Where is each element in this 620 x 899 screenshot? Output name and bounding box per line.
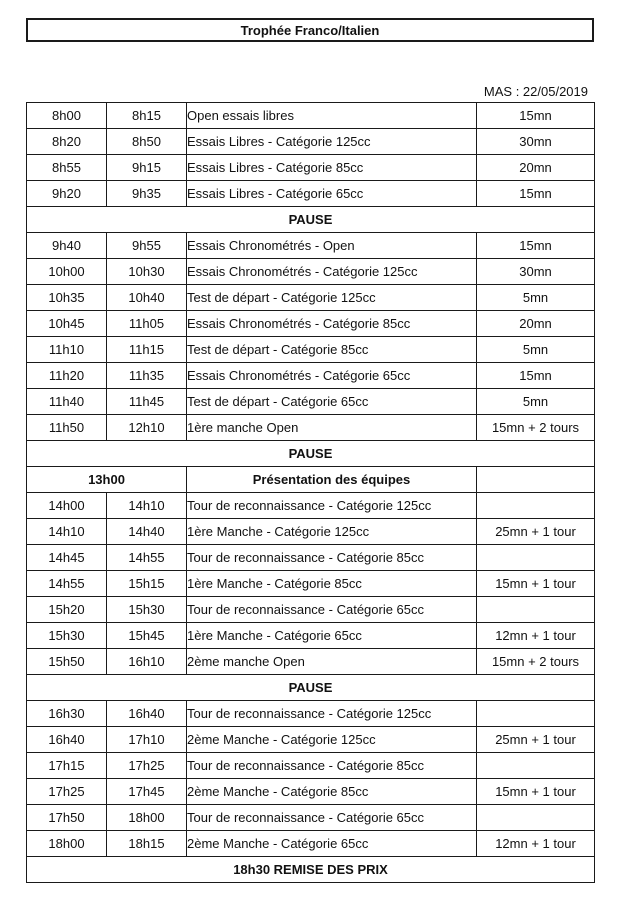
presentation-event-cell: Présentation des équipes xyxy=(187,467,477,493)
start-time-cell: 11h50 xyxy=(27,415,107,441)
duration-cell: 30mn xyxy=(477,259,595,285)
end-time-cell: 15h30 xyxy=(107,597,187,623)
end-time-cell: 10h40 xyxy=(107,285,187,311)
event-cell: Tour de reconnaissance - Catégorie 85cc xyxy=(187,753,477,779)
duration-cell: 5mn xyxy=(477,337,595,363)
event-cell: Test de départ - Catégorie 125cc xyxy=(187,285,477,311)
event-cell: Essais Libres - Catégorie 65cc xyxy=(187,181,477,207)
start-time-cell: 17h50 xyxy=(27,805,107,831)
schedule-row xyxy=(27,181,595,207)
start-time-cell: 8h20 xyxy=(27,129,107,155)
event-cell: Tour de reconnaissance - Catégorie 65cc xyxy=(187,597,477,623)
event-cell: Essais Chronométrés - Open xyxy=(187,233,477,259)
duration-cell: 25mn + 1 tour xyxy=(477,519,595,545)
event-cell: Tour de reconnaissance - Catégorie 65cc xyxy=(187,805,477,831)
start-time-cell: 14h00 xyxy=(27,493,107,519)
start-time-cell: 16h40 xyxy=(27,727,107,753)
start-time-cell: 15h30 xyxy=(27,623,107,649)
duration-cell xyxy=(477,597,595,623)
schedule-row xyxy=(27,415,595,441)
end-time-cell: 8h50 xyxy=(107,129,187,155)
schedule-row xyxy=(27,545,595,571)
duration-cell: 15mn xyxy=(477,233,595,259)
duration-cell: 12mn + 1 tour xyxy=(477,623,595,649)
section-row xyxy=(27,857,595,883)
duration-cell: 15mn xyxy=(477,363,595,389)
event-cell: Essais Chronométrés - Catégorie 125cc xyxy=(187,259,477,285)
end-time-cell: 11h35 xyxy=(107,363,187,389)
section-row xyxy=(27,441,595,467)
schedule-row xyxy=(27,285,595,311)
schedule-row xyxy=(27,259,595,285)
section-row xyxy=(27,675,595,701)
start-time-cell: 11h40 xyxy=(27,389,107,415)
document-title: Trophée Franco/Italien xyxy=(26,18,594,42)
schedule-row xyxy=(27,623,595,649)
start-time-cell: 11h10 xyxy=(27,337,107,363)
event-cell: Tour de reconnaissance - Catégorie 85cc xyxy=(187,545,477,571)
schedule-row xyxy=(27,337,595,363)
duration-cell: 15mn + 2 tours xyxy=(477,415,595,441)
start-time-cell: 17h25 xyxy=(27,779,107,805)
event-cell: 2ème manche Open xyxy=(187,649,477,675)
start-time-cell: 14h55 xyxy=(27,571,107,597)
schedule-row xyxy=(27,363,595,389)
start-time-cell: 14h10 xyxy=(27,519,107,545)
duration-cell xyxy=(477,753,595,779)
duration-cell: 15mn + 2 tours xyxy=(477,649,595,675)
start-time-cell: 10h35 xyxy=(27,285,107,311)
duration-cell xyxy=(477,701,595,727)
duration-cell: 20mn xyxy=(477,311,595,337)
end-time-cell: 12h10 xyxy=(107,415,187,441)
start-time-cell: 10h45 xyxy=(27,311,107,337)
schedule-row xyxy=(27,571,595,597)
event-cell: Test de départ - Catégorie 65cc xyxy=(187,389,477,415)
schedule-row xyxy=(27,753,595,779)
duration-cell xyxy=(477,805,595,831)
end-time-cell: 10h30 xyxy=(107,259,187,285)
duration-cell: 12mn + 1 tour xyxy=(477,831,595,857)
end-time-cell: 18h00 xyxy=(107,805,187,831)
duration-cell: 15mn + 1 tour xyxy=(477,571,595,597)
schedule-table xyxy=(26,102,595,883)
start-time-cell: 9h40 xyxy=(27,233,107,259)
schedule-row xyxy=(27,311,595,337)
end-time-cell: 16h10 xyxy=(107,649,187,675)
schedule-row xyxy=(27,129,595,155)
section-row xyxy=(27,207,595,233)
presentation-row xyxy=(27,467,595,493)
start-time-cell: 8h55 xyxy=(27,155,107,181)
section-label-cell: 18h30 REMISE DES PRIX xyxy=(27,857,595,883)
start-time-cell: 15h50 xyxy=(27,649,107,675)
duration-cell: 5mn xyxy=(477,285,595,311)
event-cell: Open essais libres xyxy=(187,103,477,129)
start-time-cell: 11h20 xyxy=(27,363,107,389)
start-time-cell: 10h00 xyxy=(27,259,107,285)
start-time-cell: 15h20 xyxy=(27,597,107,623)
mas-date: MAS : 22/05/2019 xyxy=(483,84,588,99)
end-time-cell: 16h40 xyxy=(107,701,187,727)
schedule-row xyxy=(27,493,595,519)
event-cell: 1ère Manche - Catégorie 85cc xyxy=(187,571,477,597)
duration-cell: 20mn xyxy=(477,155,595,181)
end-time-cell: 17h25 xyxy=(107,753,187,779)
end-time-cell: 17h10 xyxy=(107,727,187,753)
duration-cell: 15mn xyxy=(477,103,595,129)
event-cell: Essais Libres - Catégorie 125cc xyxy=(187,129,477,155)
schedule-row xyxy=(27,779,595,805)
schedule-row xyxy=(27,597,595,623)
schedule-row xyxy=(27,389,595,415)
end-time-cell: 17h45 xyxy=(107,779,187,805)
end-time-cell: 14h55 xyxy=(107,545,187,571)
schedule-row xyxy=(27,155,595,181)
end-time-cell: 9h35 xyxy=(107,181,187,207)
event-cell: 1ère Manche - Catégorie 65cc xyxy=(187,623,477,649)
end-time-cell: 11h45 xyxy=(107,389,187,415)
start-time-cell: 16h30 xyxy=(27,701,107,727)
presentation-time-cell: 13h00 xyxy=(27,467,187,493)
end-time-cell: 14h40 xyxy=(107,519,187,545)
end-time-cell: 14h10 xyxy=(107,493,187,519)
start-time-cell: 17h15 xyxy=(27,753,107,779)
event-cell: 1ère manche Open xyxy=(187,415,477,441)
event-cell: Essais Libres - Catégorie 85cc xyxy=(187,155,477,181)
event-cell: 2ème Manche - Catégorie 125cc xyxy=(187,727,477,753)
end-time-cell: 15h45 xyxy=(107,623,187,649)
end-time-cell: 11h05 xyxy=(107,311,187,337)
event-cell: Tour de reconnaissance - Catégorie 125cc xyxy=(187,701,477,727)
end-time-cell: 8h15 xyxy=(107,103,187,129)
end-time-cell: 15h15 xyxy=(107,571,187,597)
start-time-cell: 9h20 xyxy=(27,181,107,207)
event-cell: 2ème Manche - Catégorie 85cc xyxy=(187,779,477,805)
schedule-row xyxy=(27,649,595,675)
section-label-cell: PAUSE xyxy=(27,207,595,233)
start-time-cell: 14h45 xyxy=(27,545,107,571)
end-time-cell: 9h15 xyxy=(107,155,187,181)
event-cell: Essais Chronométrés - Catégorie 85cc xyxy=(187,311,477,337)
duration-cell: 15mn xyxy=(477,181,595,207)
end-time-cell: 11h15 xyxy=(107,337,187,363)
event-cell: 1ère Manche - Catégorie 125cc xyxy=(187,519,477,545)
duration-cell xyxy=(477,493,595,519)
schedule-row xyxy=(27,831,595,857)
duration-cell: 30mn xyxy=(477,129,595,155)
event-cell: 2ème Manche - Catégorie 65cc xyxy=(187,831,477,857)
schedule-row xyxy=(27,701,595,727)
section-label-cell: PAUSE xyxy=(27,675,595,701)
schedule-row xyxy=(27,233,595,259)
duration-cell: 25mn + 1 tour xyxy=(477,727,595,753)
event-cell: Test de départ - Catégorie 85cc xyxy=(187,337,477,363)
duration-cell: 5mn xyxy=(477,389,595,415)
duration-cell: 15mn + 1 tour xyxy=(477,779,595,805)
schedule-row xyxy=(27,805,595,831)
section-label-cell: PAUSE xyxy=(27,441,595,467)
end-time-cell: 18h15 xyxy=(107,831,187,857)
schedule-row xyxy=(27,103,595,129)
start-time-cell: 18h00 xyxy=(27,831,107,857)
start-time-cell: 8h00 xyxy=(27,103,107,129)
empty-duration-cell xyxy=(477,467,595,493)
event-cell: Tour de reconnaissance - Catégorie 125cc xyxy=(187,493,477,519)
event-cell: Essais Chronométrés - Catégorie 65cc xyxy=(187,363,477,389)
duration-cell xyxy=(477,545,595,571)
end-time-cell: 9h55 xyxy=(107,233,187,259)
schedule-row xyxy=(27,727,595,753)
schedule-row xyxy=(27,519,595,545)
